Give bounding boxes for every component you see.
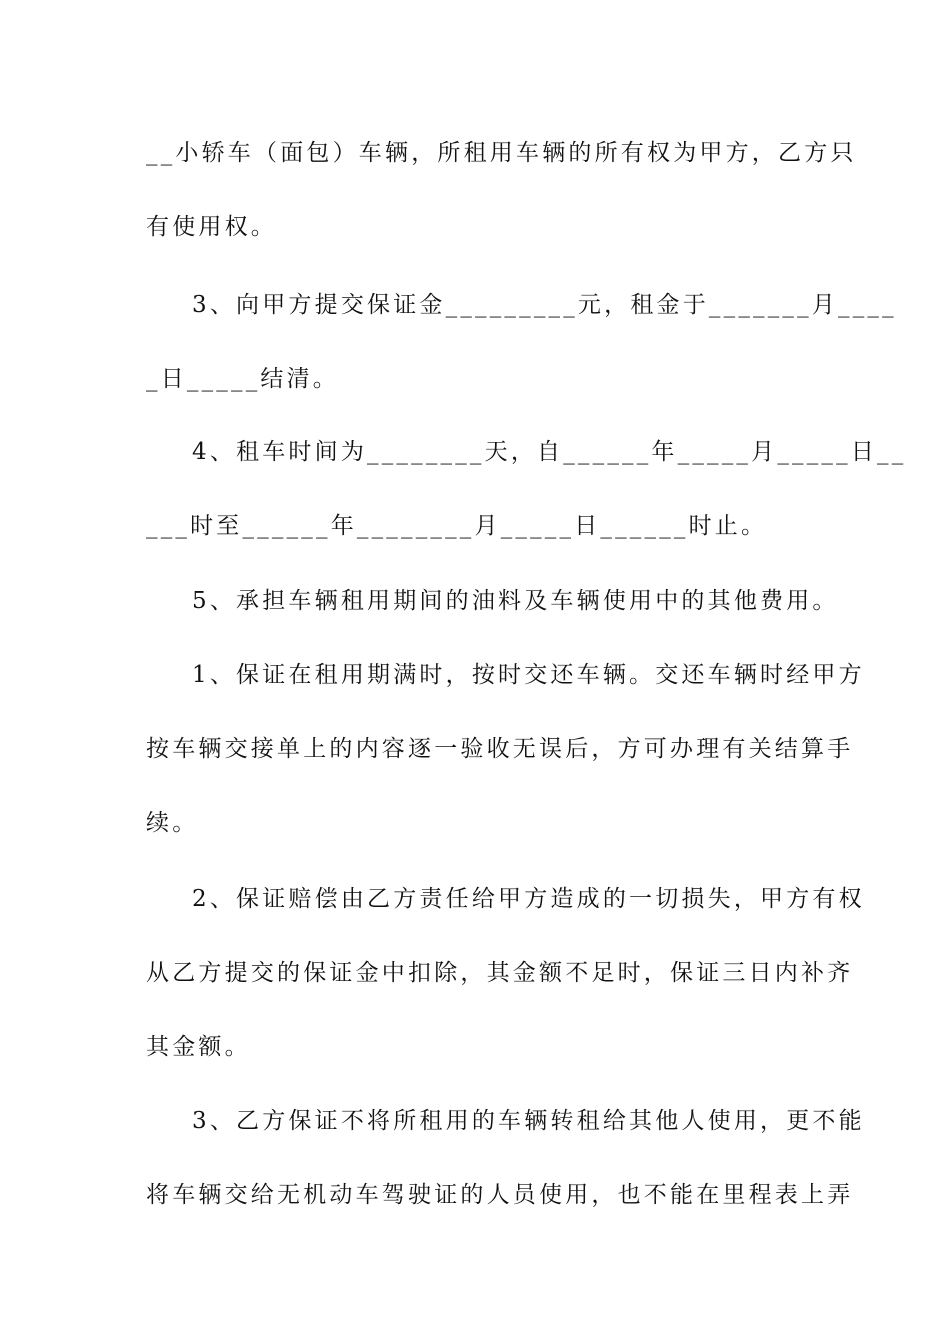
text-line: 3、向甲方提交保证金_________元，租金于_______月____ bbox=[192, 292, 897, 318]
text-line: 2、保证赔偿由乙方责任给甲方造成的一切损失，甲方有权 bbox=[192, 886, 865, 912]
text-line: 将车辆交给无机动车驾驶证的人员使用，也不能在里程表上弄 bbox=[146, 1182, 854, 1208]
text-line: 有使用权。 bbox=[146, 214, 277, 240]
text-line: 3、乙方保证不将所租用的车辆转租给其他人使用，更不能 bbox=[192, 1108, 865, 1134]
text-line: 其金额。 bbox=[146, 1034, 251, 1060]
text-line: _日_____结清。 bbox=[146, 366, 339, 392]
text-line: ___时至______年________月_____日______时止。 bbox=[146, 513, 768, 539]
text-line: 4、租车时间为________天，自______年_____月_____日__ bbox=[192, 439, 907, 465]
text-line: 1、保证在租用期满时，按时交还车辆。交还车辆时经甲方 bbox=[192, 662, 865, 688]
text-line: 5、承担车辆租用期间的油料及车辆使用中的其他费用。 bbox=[192, 588, 839, 614]
text-line: 按车辆交接单上的内容逐一验收无误后，方可办理有关结算手 bbox=[146, 736, 854, 762]
text-line: 从乙方提交的保证金中扣除，其金额不足时，保证三日内补齐 bbox=[146, 960, 854, 986]
text-line: __小轿车（面包）车辆，所租用车辆的所有权为甲方，乙方只 bbox=[146, 140, 857, 166]
text-line: 续。 bbox=[146, 810, 199, 836]
